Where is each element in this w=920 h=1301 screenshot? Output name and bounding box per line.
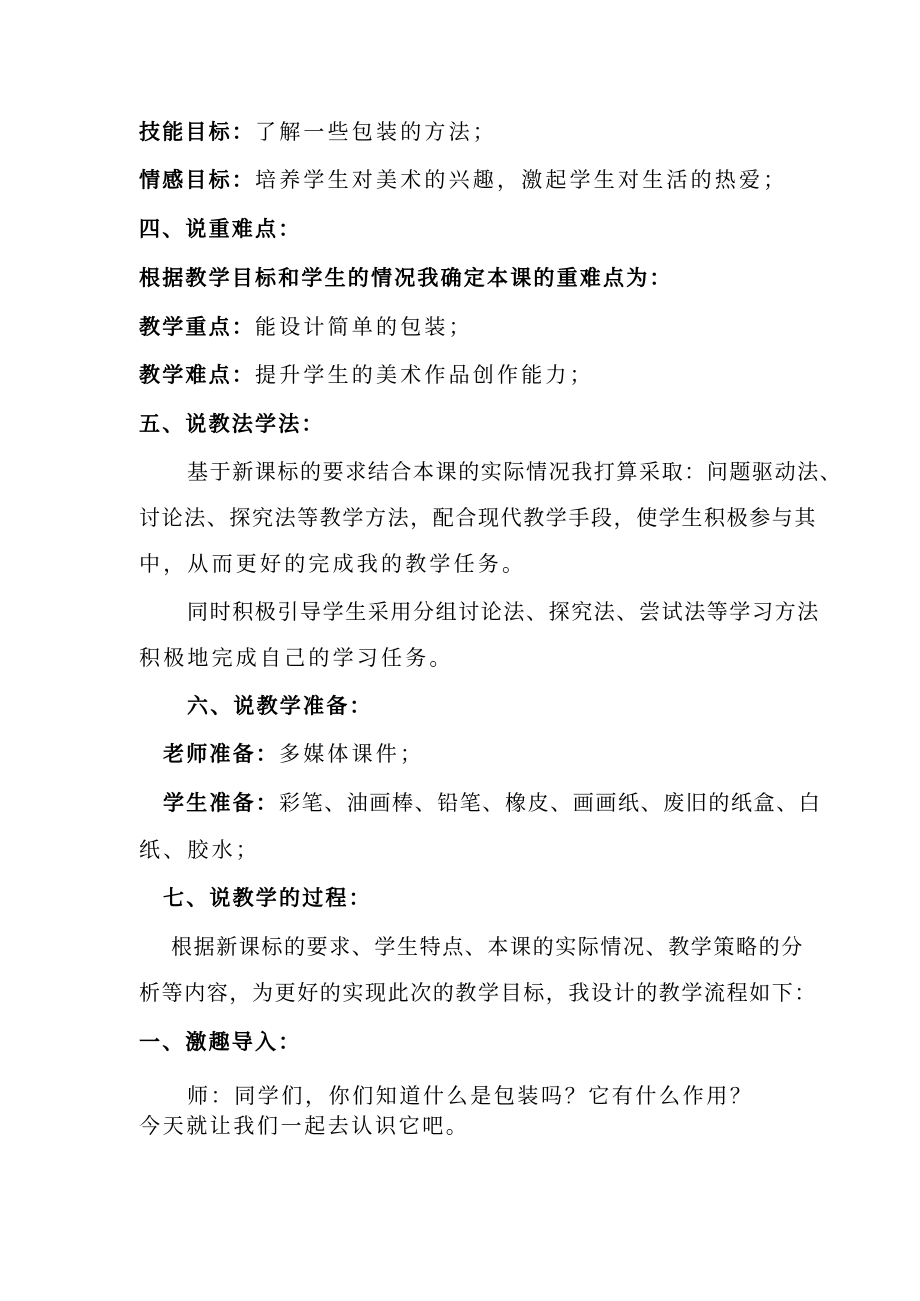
section5-heading: 五、说教法学法：	[139, 412, 325, 436]
key-point-text: 能设计简单的包装；	[255, 315, 473, 339]
key-point-line	[139, 313, 473, 341]
paragraph-line: 根据新课标的要求、学生特点、本课的实际情况、教学策略的分	[171, 935, 804, 959]
section4-heading: 四、说重难点：	[139, 217, 302, 241]
student-prep-text: 彩笔、油画棒、铅笔、橡皮、画画纸、废旧的纸盒、白	[279, 791, 822, 815]
emotion-goal-text: 培养学生对美术的兴趣，激起学生对生活的热爱；	[255, 168, 788, 192]
hard-point-label: 教学难点：	[139, 363, 255, 387]
difficulty-intro: 根据教学目标和学生的情况我确定本课的重难点为：	[139, 266, 673, 290]
skill-goal-line	[139, 118, 497, 146]
teacher-prep-label: 老师准备：	[163, 742, 279, 766]
paragraph-line: 积极地完成自己的学习任务。	[139, 646, 454, 670]
teacher-prep-text: 多媒体课件；	[279, 742, 425, 766]
section7-heading: 七、说教学的过程：	[163, 886, 372, 910]
dialogue-line: 师：同学们，你们知道什么是包装吗？它有什么作用？	[187, 1084, 754, 1108]
step1-heading: 一、激趣导入：	[139, 1030, 302, 1054]
teacher-prep-line	[163, 740, 424, 768]
paragraph-line: 基于新课标的要求结合本课的实际情况我打算采取：问题驱动法、	[187, 460, 843, 484]
dialogue-line: 今天就让我们一起去认识它吧。	[139, 1114, 470, 1138]
student-prep-continued: 纸、胶水；	[139, 838, 260, 862]
paragraph-line: 中，从而更好的完成我的教学任务。	[139, 552, 527, 576]
emotion-goal-label: 情感目标：	[139, 168, 255, 192]
paragraph-line: 同时积极引导学生采用分组讨论法、探究法、尝试法等学习方法	[187, 600, 820, 624]
section6-heading: 六、说教学准备：	[187, 694, 373, 718]
student-prep-label: 学生准备：	[163, 791, 279, 815]
hard-point-line	[139, 361, 594, 389]
skill-goal-text: 了解一些包装的方法；	[255, 120, 497, 144]
hard-point-text: 提升学生的美术作品创作能力；	[255, 363, 594, 387]
key-point-label: 教学重点：	[139, 315, 255, 339]
skill-goal-label: 技能目标：	[139, 120, 255, 144]
paragraph-line: 讨论法、探究法等教学方法，配合现代教学手段，使学生积极参与其	[139, 506, 817, 530]
student-prep-line	[163, 789, 821, 817]
paragraph-line: 析等内容，为更好的实现此次的教学目标，我设计的教学流程如下：	[139, 981, 817, 1005]
emotion-goal-line	[139, 166, 787, 194]
